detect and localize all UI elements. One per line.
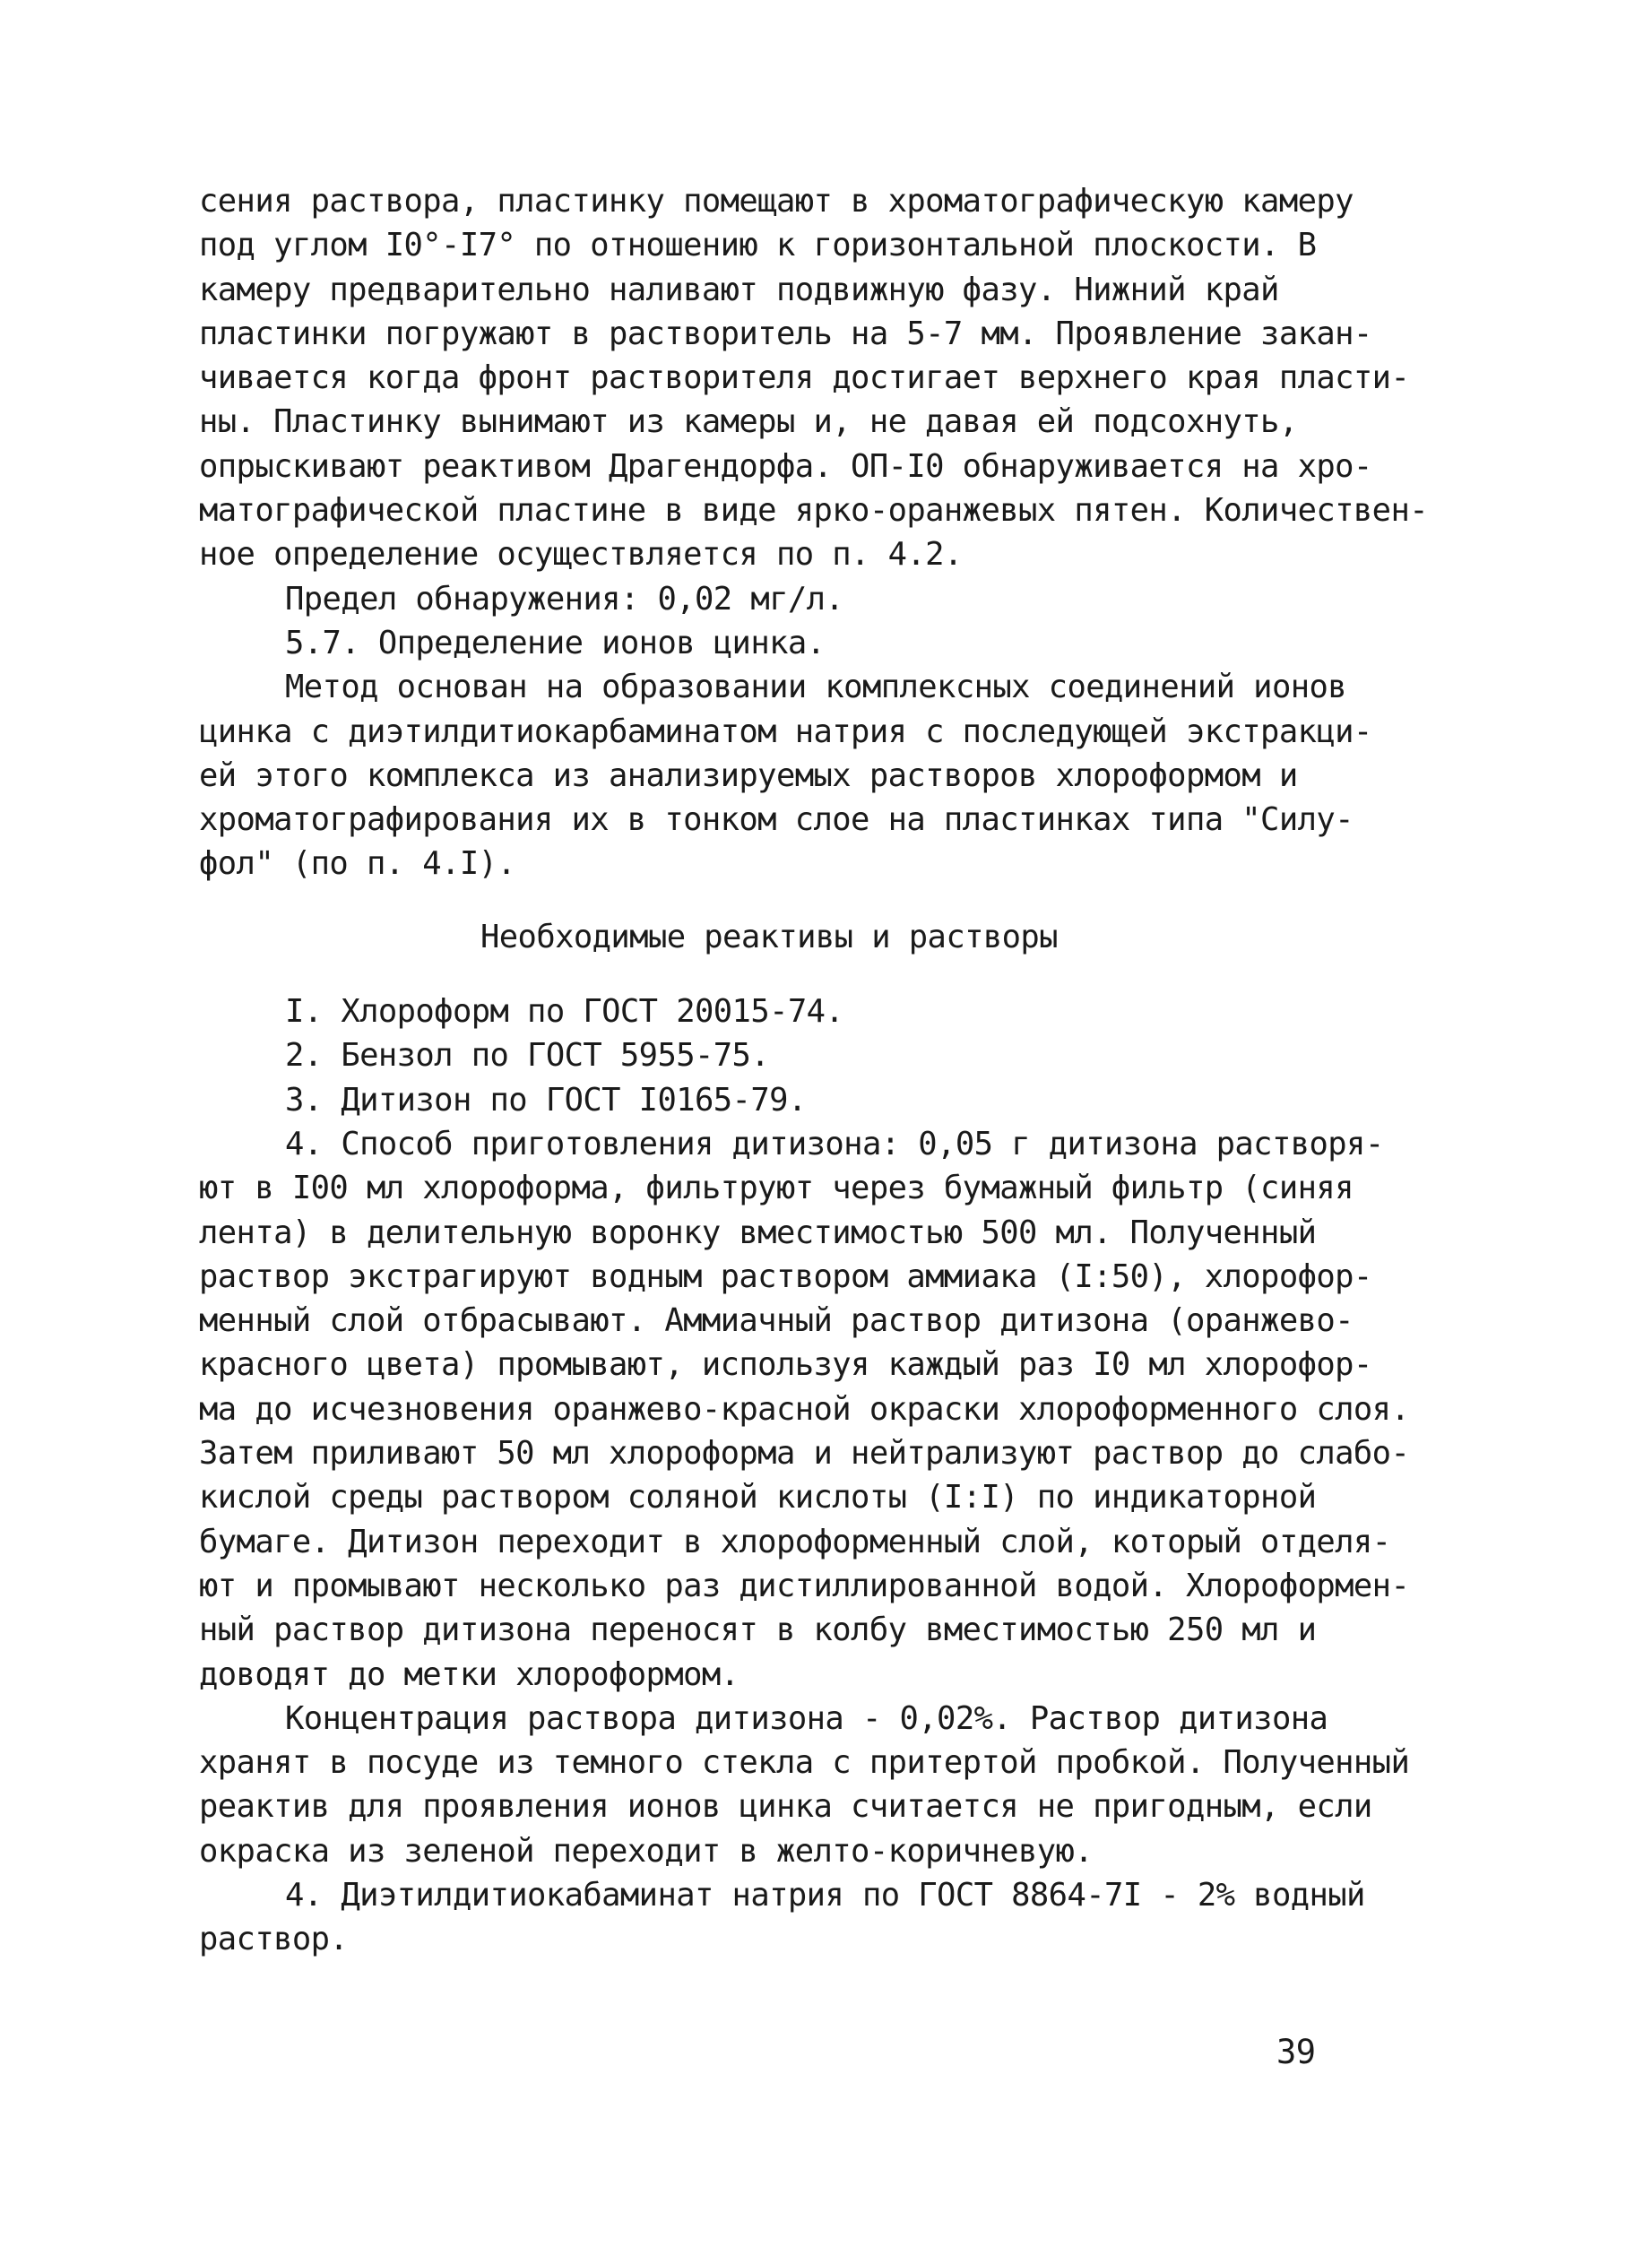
text-line: окраска из зеленой переходит в желто-коричневую. — [199, 1832, 1094, 1870]
page-number: 39 — [1276, 2033, 1316, 2071]
text-line: реактив для проявления ионов цинка считается не пригодным, если — [199, 1788, 1372, 1826]
text-line: 4. Диэтилдитиокабаминат натрия по ГОСТ 8864-7I - 2% водный — [285, 1876, 1365, 1914]
text-line: матографической пластине в виде ярко-оранжевых пятен. Количествен- — [199, 492, 1429, 530]
page-body — [199, 179, 1429, 1962]
list-item: I. Хлороформ по ГОСТ 20015-74. — [285, 993, 844, 1031]
text-line: Затем приливают 50 мл хлороформа и нейтрализуют раствор до слабо- — [199, 1435, 1410, 1473]
text-line: хроматографирования их в тонком слое на пластинках типа "Силу- — [199, 801, 1354, 839]
text-line: сения раствора, пластинку помещают в хроматографическую камеру — [199, 183, 1354, 220]
text-line: ют в I00 мл хлороформа, фильтруют через бумажный фильтр (синяя — [199, 1170, 1354, 1207]
list-item: 2. Бензол по ГОСТ 5955-75. — [285, 1037, 770, 1075]
text-line: красного цвета) промывают, используя каждый раз I0 мл хлорофор- — [199, 1346, 1372, 1384]
text-line: цинка с диэтилдитиокарбаминатом натрия с последующей экстракци- — [199, 713, 1372, 750]
list-item: 3. Дитизон по ГОСТ I0165-79. — [285, 1081, 807, 1119]
text-line: ное определение осуществляется по п. 4.2. — [199, 536, 963, 574]
paragraph-concentration — [199, 1697, 1410, 1873]
text-line: чивается когда фронт растворителя достигает верхнего края пласти- — [199, 359, 1410, 397]
text-line: раствор экстрагируют водным раствором аммиака (I:50), хлорофор- — [199, 1257, 1372, 1295]
text-line: Метод основан на образовании комплексных соединений ионов — [285, 669, 1347, 706]
text-line: бумаге. Дитизон переходит в хлороформенный слой, который отделя- — [199, 1523, 1391, 1560]
text-line: менный слой отбрасывают. Аммиачный раствор дитизона (оранжево- — [199, 1302, 1354, 1340]
text-line: ют и промывают несколько раз дистиллированной водой. Хлороформен- — [199, 1567, 1410, 1604]
paragraph-chromatography — [199, 179, 1429, 577]
paragraph-method — [199, 665, 1372, 886]
text-line: фол" (по п. 4.I). — [199, 845, 516, 883]
text-line: хранят в посуде из темного стекла с притертой пробкой. Полученный — [199, 1744, 1410, 1782]
text-line: опрыскивают реактивом Драгендорфа. ОП-I0 обнаруживается на хро- — [199, 447, 1372, 485]
subheading: Необходимые реактивы и растворы — [480, 918, 1058, 955]
text-line: лента) в делительную воронку вместимостью 500 мл. Полученный — [199, 1214, 1317, 1251]
text-line: доводят до метки хлороформом. — [199, 1655, 740, 1693]
paragraph-diethyldithiocarbamate — [199, 1873, 1364, 1962]
text-line: раствор. — [199, 1921, 349, 1958]
spacer — [199, 959, 1364, 989]
text-line: камеру предварительно наливают подвижную фазу. Нижний край — [199, 271, 1279, 308]
text-line: пластинки погружают в растворитель на 5-7 мм. Проявление закан- — [199, 315, 1372, 352]
text-line: ный раствор дитизона переносят в колбу вместимостью 250 мл и — [199, 1612, 1317, 1649]
text-line: ны. Пластинку вынимают из камеры и, не давая ей подсохнуть, — [199, 403, 1298, 441]
text-line: ей этого комплекса из анализируемых растворов хлороформом и — [199, 756, 1298, 794]
text-line: ма до исчезновения оранжево-красной окраски хлороформенного слоя. — [199, 1390, 1410, 1428]
paragraph-dithizone-prep — [199, 1122, 1410, 1697]
text-line: 4. Способ приготовления дитизона: 0,05 г дитизона растворя- — [285, 1125, 1384, 1162]
spacer — [199, 886, 1364, 915]
text-line: Концентрация раствора дитизона - 0,02%. Раствор дитизона — [285, 1699, 1328, 1737]
reagent-list — [199, 989, 1364, 1122]
detection-limit: Предел обнаружения: 0,02 мг/л. — [285, 580, 844, 618]
section-title: 5.7. Определение ионов цинка. — [285, 624, 826, 661]
text-line: кислой среды раствором соляной кислоты (I:I) по индикаторной — [199, 1479, 1317, 1517]
text-line: под углом I0°-I7° по отношению к горизонтальной плоскости. В — [199, 227, 1317, 264]
